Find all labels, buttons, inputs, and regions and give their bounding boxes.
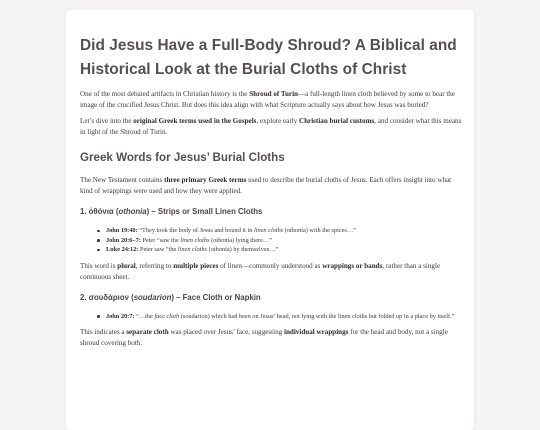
verse-item: John 20:6–7: Peter “saw the linen cloths (othonia) lying there…”	[106, 236, 462, 246]
section-intro-paragraph: The New Testament contains three primary Greek terms used to describe the burial cloths of Jesus. Each offers insight into what kind of wrappings were used and how they were applied.	[80, 176, 452, 195]
term-heading-soudarion: 2. σουδάριον (soudarion) – Face Cloth or Napkin	[80, 292, 261, 302]
section-heading-greek-words: Greek Words for Jesus’ Burial Cloths	[80, 151, 285, 164]
intro-paragraph-2: Let’s dive into the original Greek terms used in the Gospels, explore early Christian burial customs, and consider what this means in light of the Shroud of Turin.	[80, 117, 462, 136]
article-card	[66, 10, 474, 430]
verse-list-othonia	[80, 226, 462, 255]
verse-item: Luke 24:12: Peter saw “the linen cloths (othonia) by themselves…”	[106, 245, 462, 255]
article-title: Did Jesus Have a Full-Body Shroud? A Biblical and Historical Look at the Burial Cloths of Christ	[80, 37, 457, 78]
verse-item: John 20:7: “…the face cloth (soudarion) which had been on Jesus’ head, not lying with the linen cloths but folded up in a place by itself.”	[106, 312, 462, 322]
intro-paragraph-1: One of the most debated artifacts in Christian history is the Shroud of Turin—a full-length linen cloth believed by some to bear the image of the crucified Jesus Christ. But does this idea align with what Scripture actually says about how Jesus was buried?	[80, 90, 456, 109]
term-heading-othonia: 1. ὀθόνια (othonia) – Strips or Small Linen Cloths	[80, 207, 263, 216]
verse-list-soudarion	[80, 312, 462, 322]
soudarion-explanation-paragraph: This indicates a separate cloth was placed over Jesus’ face, suggesting individual wrappings for the head and body, not a single shroud covering both.	[80, 328, 448, 348]
article-content	[80, 34, 462, 354]
othonia-explanation-paragraph: This word is plural, referring to multiple pieces of linen—commonly understood as wrappings or bands, rather than a single continuous sheet.	[80, 261, 441, 281]
verse-item: John 19:40: “They took the body of Jesus and bound it in linen cloths (othonia) with the spices…”	[106, 226, 462, 236]
